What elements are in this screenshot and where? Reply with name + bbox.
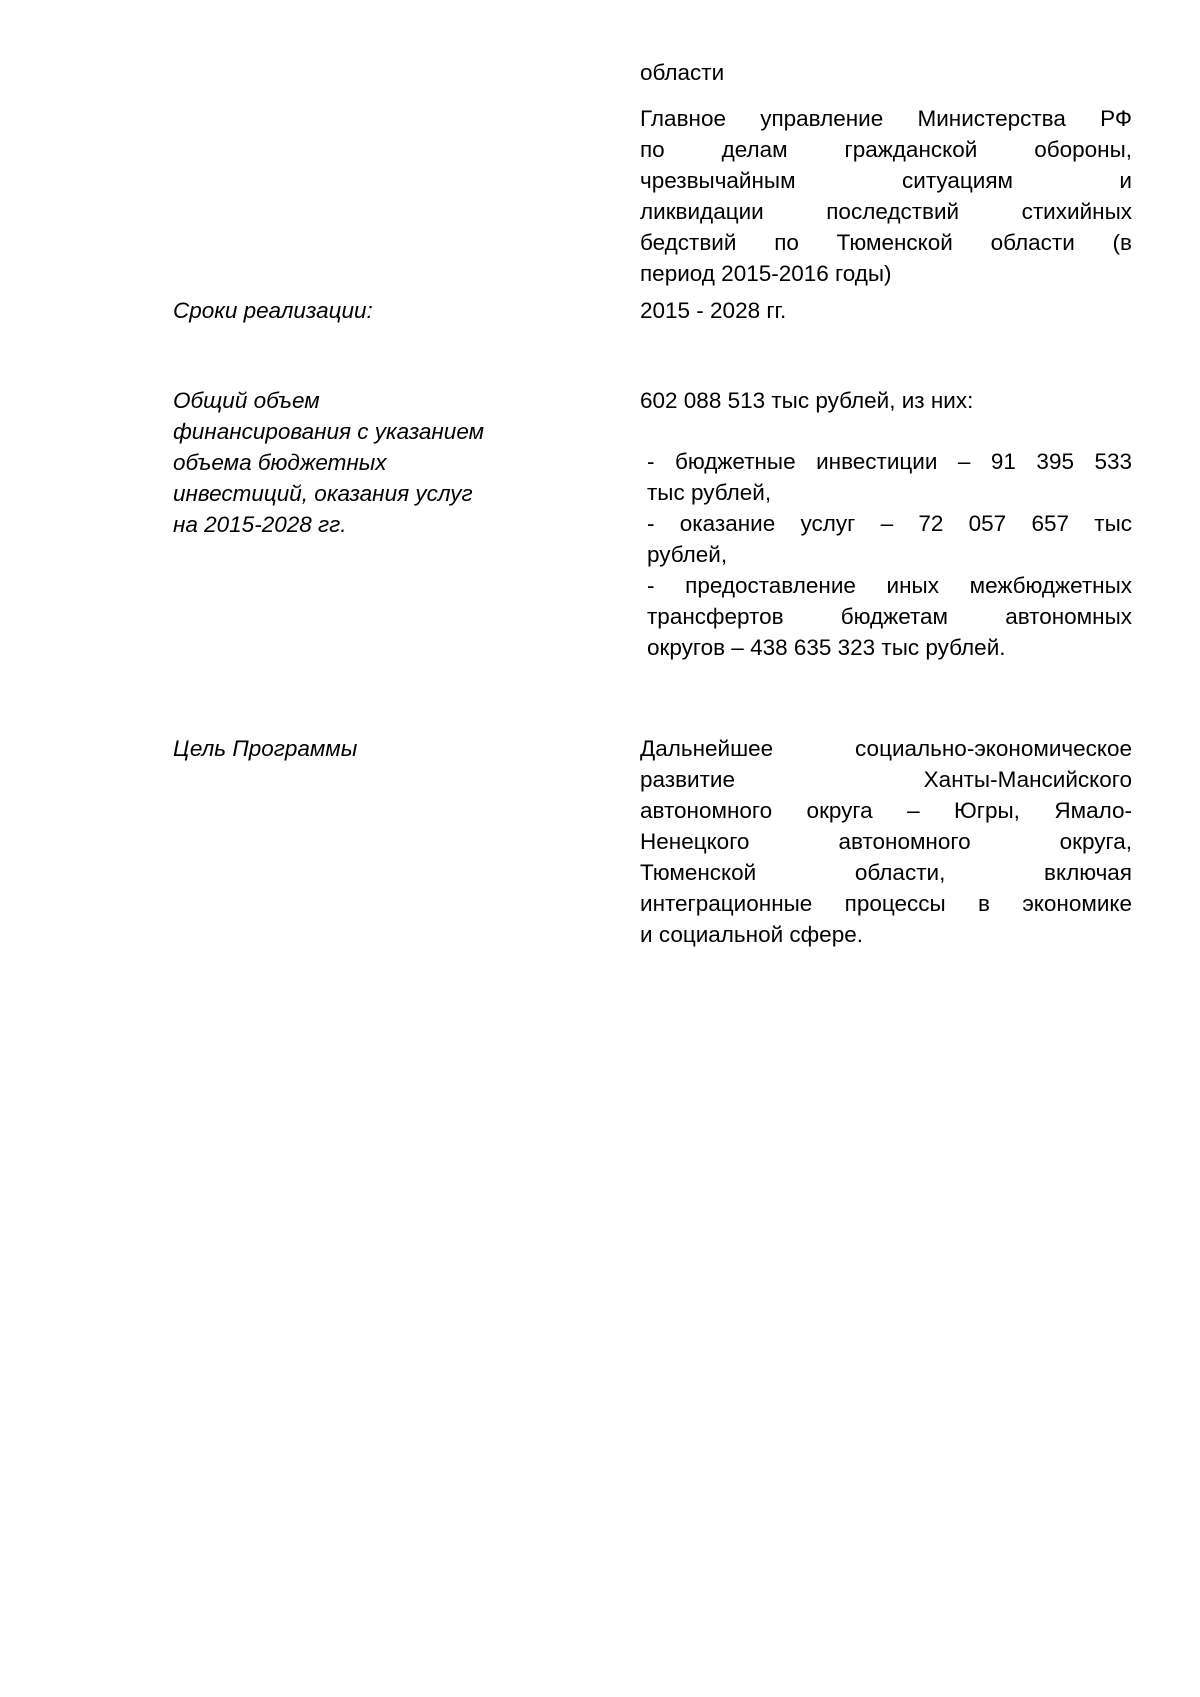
funding-item-line: округов – 438 635 323 тыс рублей. — [647, 635, 1006, 660]
goal-line: Дальнейшее социально-экономическое — [640, 736, 1132, 761]
funding-total — [640, 385, 1132, 416]
goal-label-text: Цель Программы — [173, 736, 358, 761]
term-label — [173, 295, 553, 326]
ministry-line: период 2015-2016 годы) — [640, 261, 892, 286]
funding-label-line: Общий объем — [173, 388, 320, 413]
goal-line: интеграционные процессы в экономике — [640, 891, 1132, 916]
goal-line: развитие Ханты-Мансийского — [640, 767, 1132, 792]
ministry-line: Главное управление Министерства РФ — [640, 106, 1132, 131]
goal-line: автономного округа – Югры, Ямало- — [640, 798, 1132, 823]
funding-item-line: - оказание услуг – 72 057 657 тыс — [647, 511, 1132, 536]
goal-text — [640, 733, 1132, 950]
ministry-line: по делам гражданской обороны, — [640, 137, 1132, 162]
funding-item-line: тыс рублей, — [647, 480, 772, 505]
goal-line: Тюменской области, включая — [640, 860, 1132, 885]
ministry-block — [640, 103, 1132, 289]
funding-label-line: на 2015-2028 гг. — [173, 512, 347, 537]
term-label-text: Сроки реализации: — [173, 298, 373, 323]
goal-line: и социальной сфере. — [640, 922, 863, 947]
ministry-line: ликвидации последствий стихийных — [640, 199, 1132, 224]
ministry-line: чрезвычайным ситуациям и — [640, 168, 1132, 193]
term-value — [640, 295, 1132, 326]
funding-label-line: объема бюджетных — [173, 450, 387, 475]
goal-label — [173, 733, 553, 764]
ministry-line: бедствий по Тюменской области (в — [640, 230, 1132, 255]
funding-total-text: 602 088 513 тыс рублей, из них: — [640, 388, 974, 413]
executors-tail-line: области — [640, 60, 725, 85]
term-value-text: 2015 - 2028 гг. — [640, 298, 787, 323]
executors-tail — [640, 57, 1132, 88]
funding-label — [173, 385, 553, 540]
funding-item-line: трансфертов бюджетам автономных — [647, 604, 1132, 629]
funding-label-line: инвестиций, оказания услуг — [173, 481, 473, 506]
funding-item-line: - бюджетные инвестиции – 91 395 533 — [647, 449, 1132, 474]
funding-items — [640, 446, 1132, 663]
funding-label-line: финансирования с указанием — [173, 419, 485, 444]
funding-item-line: - предоставление иных межбюджетных — [647, 573, 1132, 598]
goal-line: Ненецкого автономного округа, — [640, 829, 1132, 854]
funding-item-line: рублей, — [647, 542, 728, 567]
